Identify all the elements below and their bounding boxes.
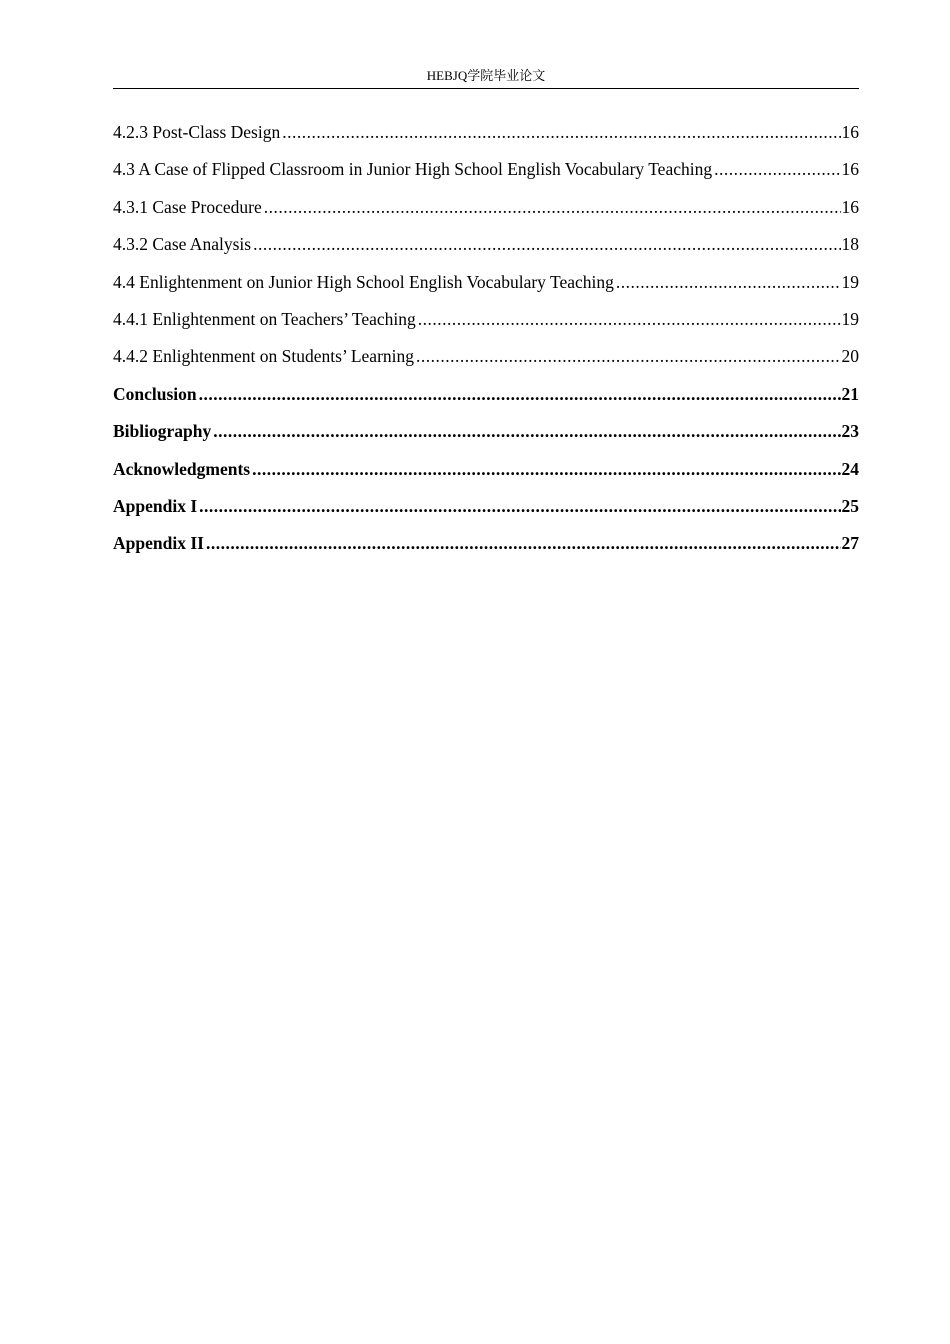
toc-entry-title: 4.3.1 Case Procedure	[113, 196, 262, 217]
toc-entry-title: 4.4 Enlightenment on Junior High School English Vocabulary Teaching	[113, 271, 614, 292]
toc-entry-page: 16	[841, 159, 859, 180]
header-title: HEBJQ学院毕业论文	[426, 68, 546, 83]
toc-entry-title: 4.3 A Case of Flipped Classroom in Junior High School English Vocabulary Teaching	[113, 159, 713, 180]
toc-entry[interactable]	[113, 118, 859, 155]
toc-entry-page: 23	[841, 421, 859, 442]
toc-entry-page: 18	[841, 234, 859, 255]
toc-entry-title: Conclusion	[113, 383, 197, 404]
toc-leader-dots	[416, 342, 840, 370]
toc-entry-appendix-ii[interactable]	[113, 529, 859, 566]
toc-entry-page: 19	[841, 308, 859, 329]
toc-entry-title: 4.4.1 Enlightenment on Teachers’ Teaching	[113, 308, 416, 329]
toc-entry-page: 16	[841, 122, 859, 142]
toc-entry-title: 4.2.3 Post-Class Design	[113, 122, 281, 142]
toc-entry-bibliography[interactable]	[113, 417, 859, 454]
toc-entry[interactable]	[113, 193, 859, 230]
toc-entry[interactable]	[113, 305, 859, 342]
toc-entry-conclusion[interactable]	[113, 380, 859, 417]
toc-entry-title: 4.3.2 Case Analysis	[113, 234, 252, 255]
toc-entry-title: Acknowledgments	[113, 458, 251, 479]
toc-entry[interactable]	[113, 268, 859, 305]
toc-leader-dots	[264, 193, 841, 221]
toc-leader-dots	[213, 417, 840, 445]
toc-entry-acknowledgments[interactable]	[113, 455, 859, 492]
toc-entry-appendix-i[interactable]	[113, 492, 859, 529]
toc-leader-dots	[206, 529, 841, 557]
toc-leader-dots	[282, 118, 840, 146]
toc-entry-page: 27	[841, 533, 859, 554]
toc-entry[interactable]	[113, 155, 859, 192]
toc-leader-dots	[253, 230, 840, 258]
page-header	[113, 66, 859, 89]
toc-leader-dots	[616, 268, 841, 296]
toc-leader-dots	[199, 492, 840, 520]
toc-leader-dots	[418, 305, 841, 333]
toc-entry-title: Appendix II	[113, 533, 204, 554]
toc-entry-page: 20	[841, 346, 859, 367]
toc-entry-title: Appendix I	[113, 495, 198, 516]
table-of-contents	[113, 118, 859, 567]
toc-entry[interactable]	[113, 342, 859, 379]
toc-entry-page: 19	[841, 271, 859, 292]
toc-entry[interactable]	[113, 230, 859, 267]
toc-entry-title: Bibliography	[113, 421, 212, 442]
toc-entry-page: 16	[841, 196, 859, 217]
toc-leader-dots	[714, 155, 840, 183]
toc-leader-dots	[252, 455, 840, 483]
toc-leader-dots	[199, 380, 841, 408]
toc-entry-page: 21	[841, 383, 859, 404]
toc-entry-page: 24	[841, 458, 859, 479]
toc-entry-title: 4.4.2 Enlightenment on Students’ Learning	[113, 346, 415, 367]
toc-entry-page: 25	[841, 495, 859, 516]
